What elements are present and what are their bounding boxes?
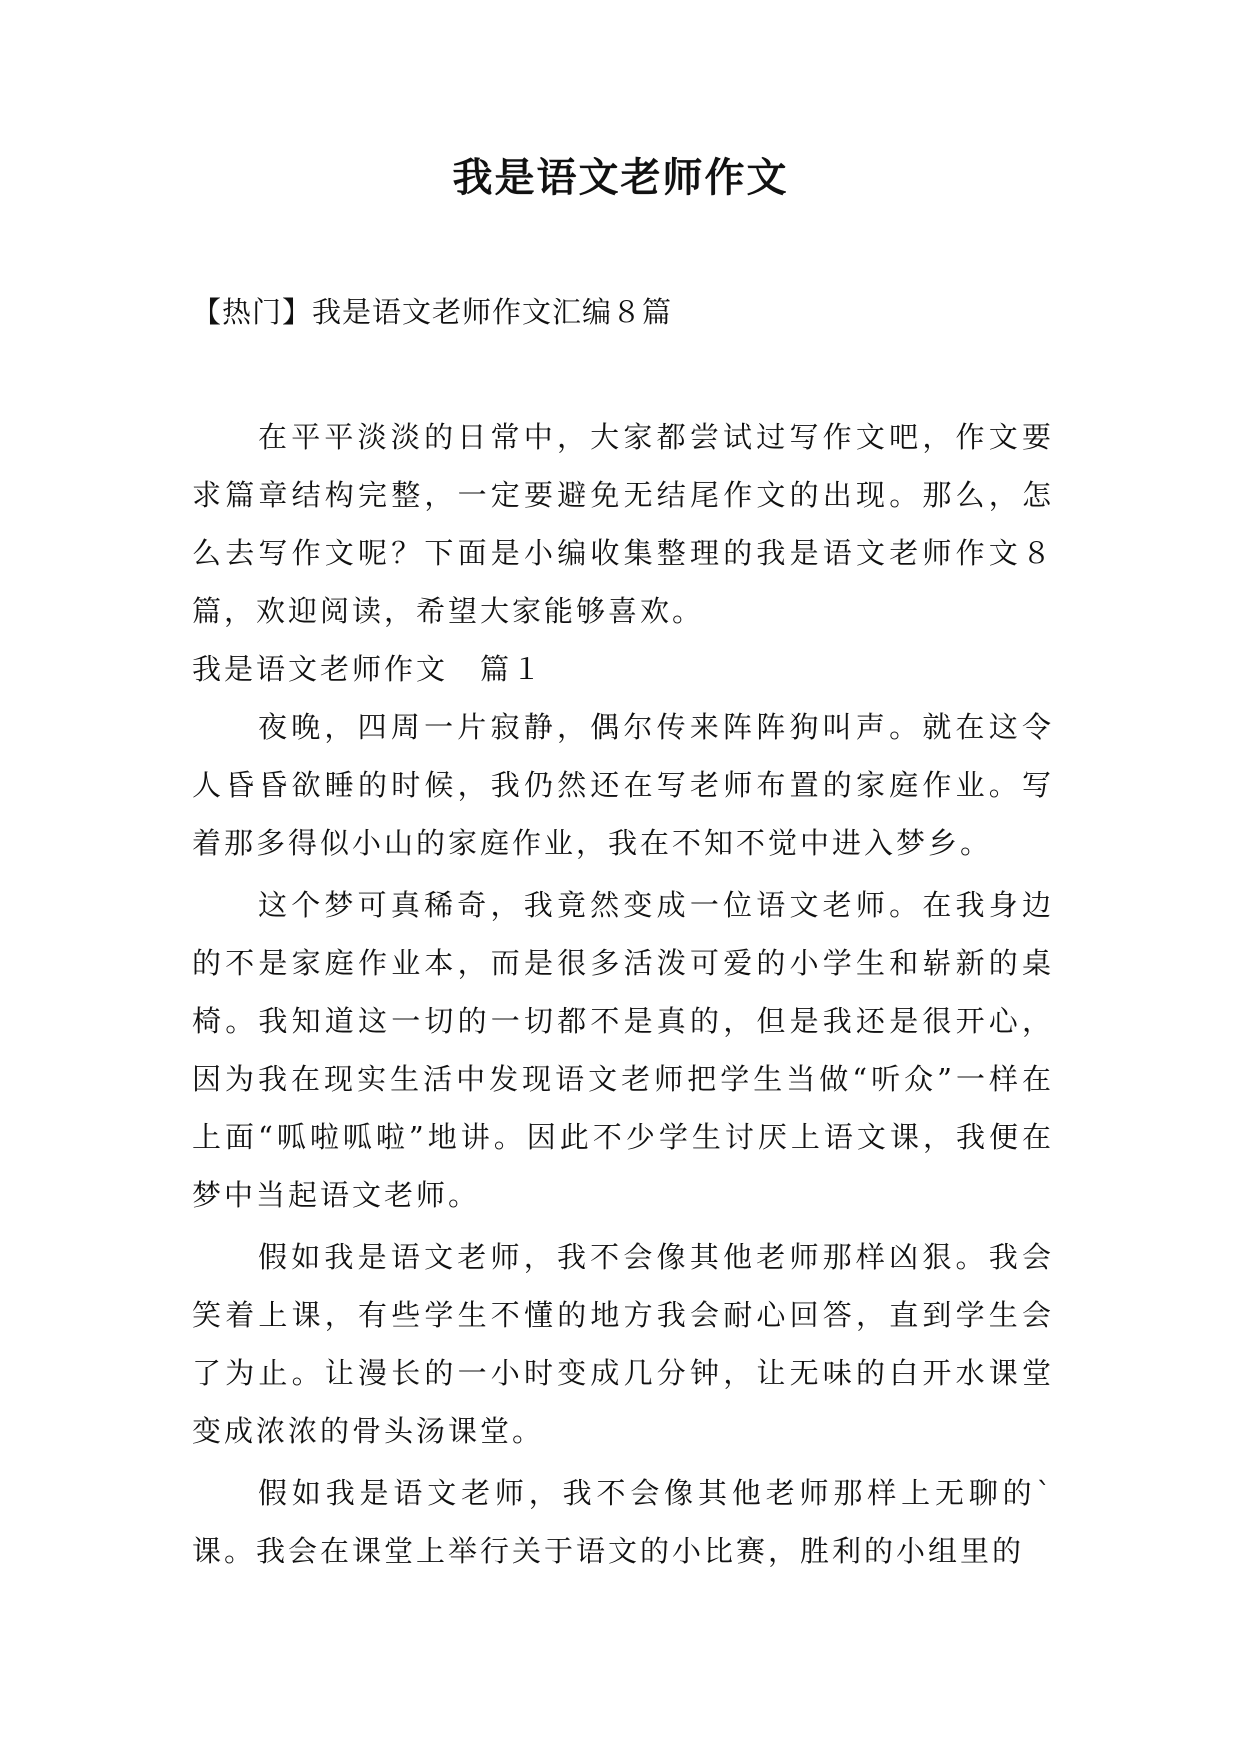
intro-paragraph: 在平平淡淡的日常中，大家都尝试过写作文吧，作文要求篇章结构完整，一定要避免无结尾作文的出现。那么，怎么去写作文呢？下面是小编收集整理的我是语文老师作文８篇，欢迎阅读，希望大家能够喜欢。: [192, 420, 1054, 628]
body-paragraph: 夜晚，四周一片寂静，偶尔传来阵阵狗叫声。就在这令人昏昏欲睡的时候，我仍然还在写老师布置的家庭作业。写着那多得似小山的家庭作业，我在不知不觉中进入梦乡。: [192, 710, 1054, 860]
body-paragraph: 这个梦可真稀奇，我竟然变成一位语文老师。在我身边的不是家庭作业本，而是很多活泼可爱的小学生和崭新的桌椅。我知道这一切的一切都不是真的，但是我还是很开心，因为我在现实生活中发现语文老师把学生当做“听众”一样在上面“呱啦呱啦”地讲。因此不少学生讨厌上语文课，我便在梦中当起语文老师。: [192, 888, 1054, 1212]
section-heading: 我是语文老师作文 篇１: [192, 652, 545, 686]
body-paragraph: 假如我是语文老师，我不会像其他老师那样上无聊的`课。我会在课堂上举行关于语文的小比赛，胜利的小组里的: [192, 1476, 1054, 1568]
document-subtitle: 【热门】我是语文老师作文汇编８篇: [192, 295, 673, 329]
body-paragraph: 假如我是语文老师，我不会像其他老师那样凶狠。我会笑着上课，有些学生不懂的地方我会耐心回答，直到学生会了为止。让漫长的一小时变成几分钟，让无味的白开水课堂变成浓浓的骨头汤课堂。: [192, 1240, 1054, 1448]
document-title: 我是语文老师作文: [452, 154, 789, 201]
document-body: [192, 408, 1054, 1580]
